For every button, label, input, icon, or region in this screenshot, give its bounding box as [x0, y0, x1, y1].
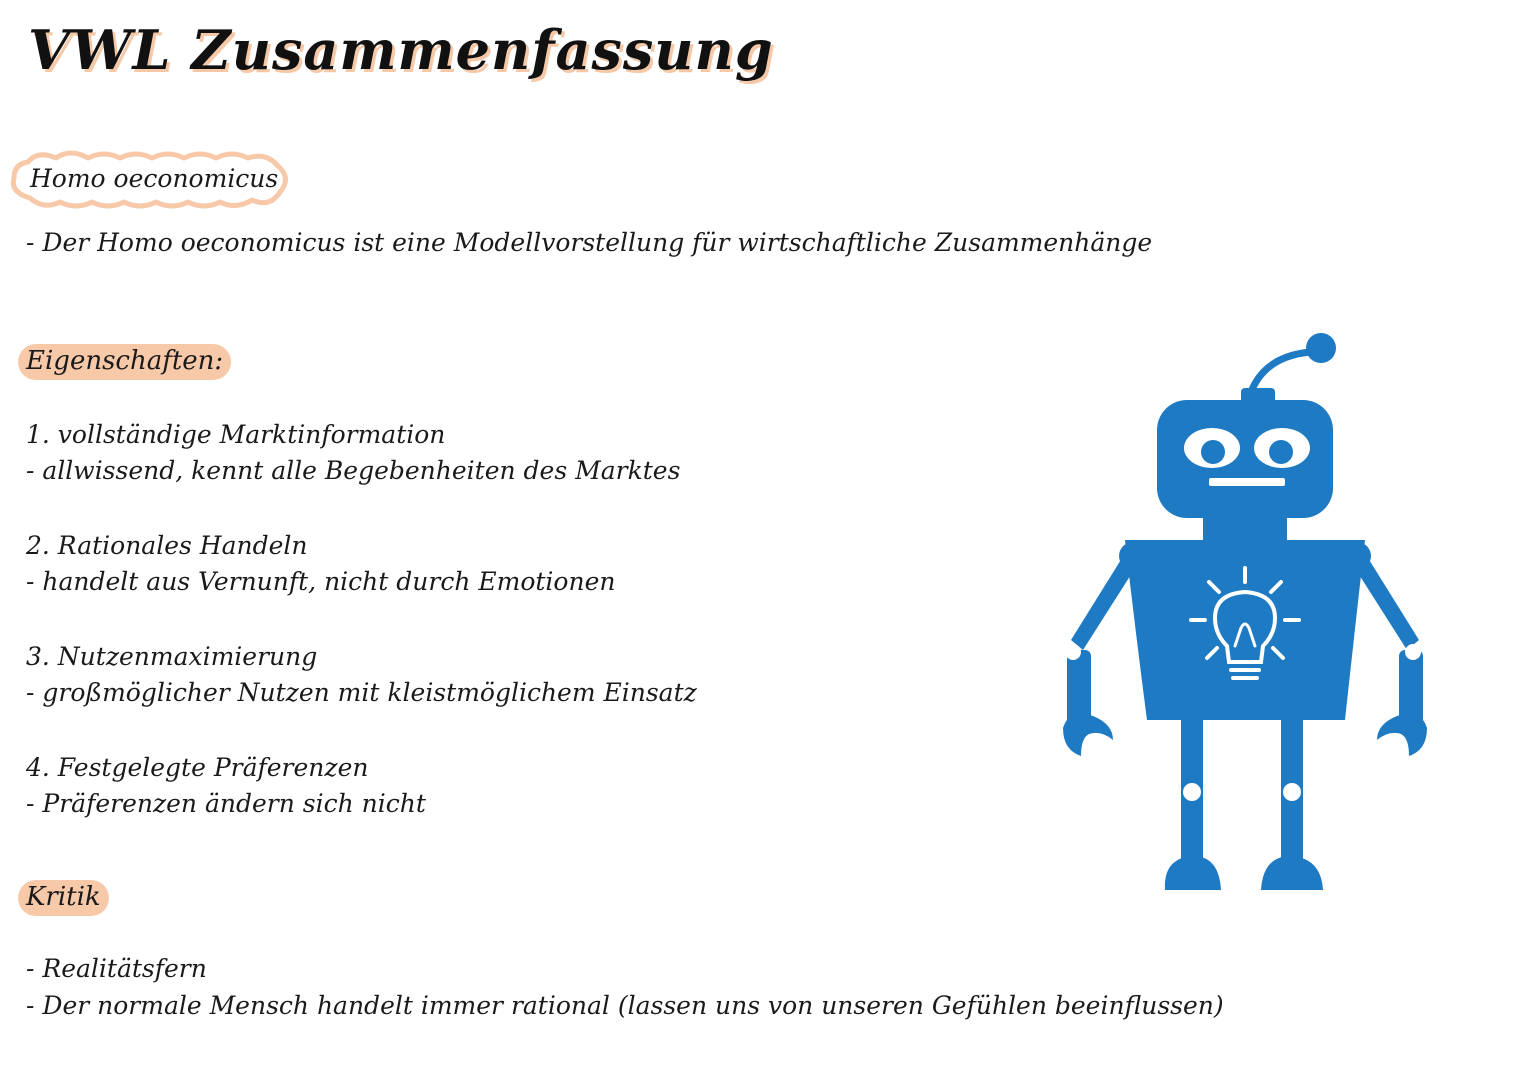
property-4-desc: - Präferenzen ändern sich nicht	[26, 789, 426, 818]
property-4-title: 4. Festgelegte Präferenzen	[26, 753, 369, 782]
eigenschaften-heading: Eigenschaften:	[18, 344, 231, 380]
robot-icon	[1055, 328, 1435, 898]
property-1-desc: - allwissend, kennt alle Begebenheiten des Marktes	[26, 456, 681, 485]
definition-text: - Der Homo oeconomicus ist eine Modellvorstellung für wirtschaftliche Zusammenhänge	[26, 228, 1153, 257]
kritik-item-2: - Der normale Mensch handelt immer rational (lassen uns von unseren Gefühlen beeinflussen)	[26, 991, 1224, 1020]
property-2-desc: - handelt aus Vernunft, nicht durch Emotionen	[26, 567, 616, 596]
kritik-heading: Kritik	[18, 880, 109, 916]
property-2-title: 2. Rationales Handeln	[26, 531, 308, 560]
kritik-item-1: - Realitätsfern	[26, 954, 207, 983]
property-3-desc: - großmöglicher Nutzen mit kleistmöglichem Einsatz	[26, 678, 697, 707]
page-title: VWL Zusammenfassung	[28, 18, 774, 82]
property-1-title: 1. vollständige Marktinformation	[26, 420, 446, 449]
property-3-title: 3. Nutzenmaximierung	[26, 642, 318, 671]
section-heading-label: Homo oeconomicus	[30, 164, 279, 193]
section-heading-homo-oeconomicus	[8, 148, 290, 212]
